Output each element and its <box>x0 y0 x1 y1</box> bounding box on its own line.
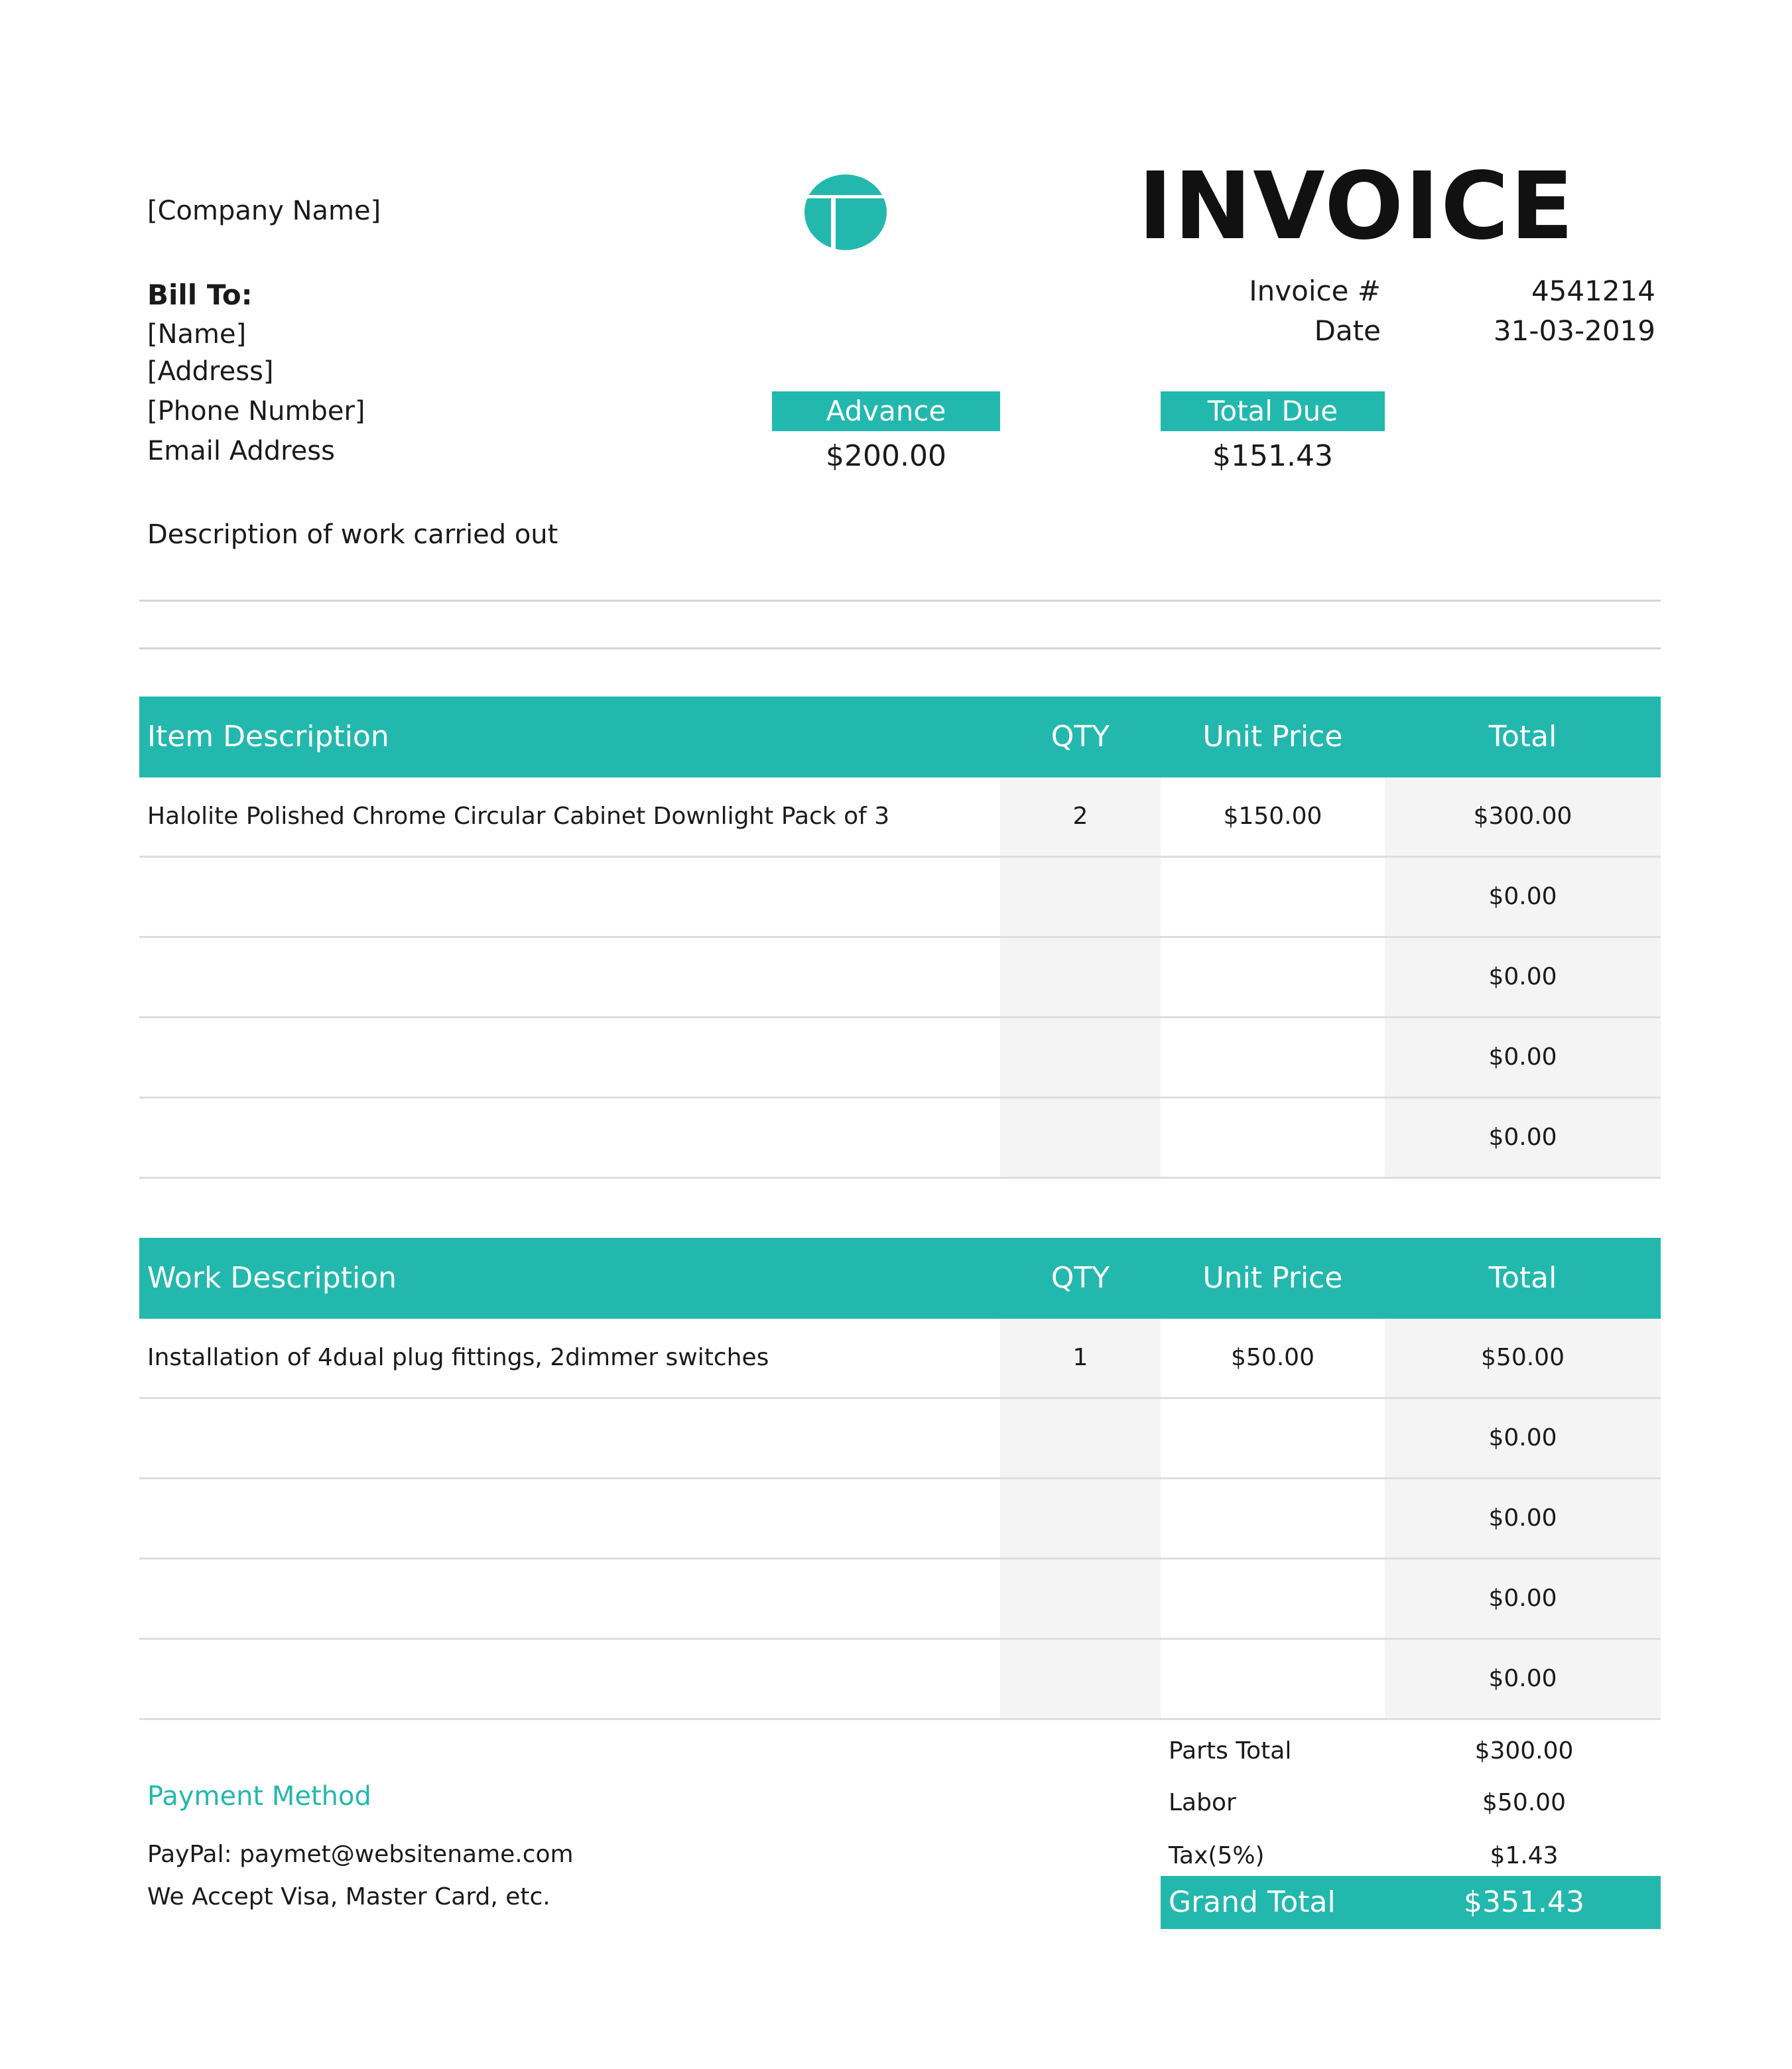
payment-method-title: Payment Method <box>147 1781 371 1812</box>
items-table-header <box>139 697 1661 777</box>
items-header-qty: QTY <box>1051 720 1110 754</box>
item-total: $0.00 <box>1385 858 1661 936</box>
work-table-header <box>139 1238 1661 1319</box>
item-unit-price[interactable] <box>1161 1099 1385 1177</box>
item-qty[interactable]: 2 <box>1000 777 1161 856</box>
work-unit-price[interactable]: $50.00 <box>1231 1344 1314 1371</box>
work-qty[interactable] <box>1000 1479 1161 1558</box>
description-line-1 <box>139 600 1661 602</box>
date-label: Date <box>1314 314 1381 347</box>
parts-total-label: Parts Total <box>1169 1737 1292 1765</box>
item-unit-price[interactable] <box>1161 1018 1385 1097</box>
date-value: 31-03-2019 <box>1493 314 1655 347</box>
table-row <box>139 1560 1661 1640</box>
bill-to-email: Email Address <box>147 436 335 466</box>
grand-total-label: Grand Total <box>1169 1885 1336 1919</box>
item-description[interactable] <box>147 1099 996 1177</box>
bill-to-phone: [Phone Number] <box>147 396 365 427</box>
work-header-description: Work Description <box>147 1261 397 1295</box>
work-description[interactable]: Installation of 4dual plug fittings, 2dimmer switches <box>147 1344 769 1371</box>
item-qty[interactable] <box>1000 858 1161 936</box>
labor-label: Labor <box>1169 1789 1236 1816</box>
item-unit-price[interactable] <box>1161 938 1385 1016</box>
grand-total-bar <box>1161 1876 1661 1929</box>
table-row <box>139 858 1661 938</box>
work-total: $50.00 <box>1385 1319 1661 1397</box>
company-logo-icon <box>804 174 887 251</box>
work-unit-price[interactable] <box>1161 1560 1385 1638</box>
table-row <box>139 1319 1661 1399</box>
item-total: $300.00 <box>1385 777 1661 856</box>
work-description[interactable] <box>147 1479 996 1558</box>
item-total: $0.00 <box>1385 938 1661 1016</box>
work-qty[interactable] <box>1000 1560 1161 1638</box>
item-description[interactable] <box>147 858 996 936</box>
work-total: $0.00 <box>1385 1560 1661 1638</box>
item-total: $0.00 <box>1385 1018 1661 1097</box>
advance-label: Advance <box>772 391 1000 431</box>
work-header-unit-price: Unit Price <box>1202 1261 1343 1295</box>
total-due-label: Total Due <box>1161 391 1385 431</box>
work-unit-price[interactable] <box>1161 1640 1385 1718</box>
parts-total-value: $300.00 <box>1474 1737 1574 1765</box>
item-description[interactable]: Halolite Polished Chrome Circular Cabinet Downlight Pack of 3 <box>147 803 890 830</box>
table-row <box>139 1099 1661 1179</box>
table-row <box>139 777 1661 858</box>
item-unit-price[interactable] <box>1161 858 1385 936</box>
work-unit-price[interactable] <box>1161 1399 1385 1477</box>
work-qty[interactable]: 1 <box>1000 1319 1161 1397</box>
invoice-number-value: 4541214 <box>1531 275 1655 307</box>
invoice-number-label: Invoice # <box>1249 275 1381 307</box>
work-description-label: Description of work carried out <box>147 519 558 550</box>
bill-to-name: [Name] <box>147 319 247 350</box>
description-line-2 <box>139 647 1661 649</box>
table-row <box>139 1399 1661 1479</box>
payment-accept: We Accept Visa, Master Card, etc. <box>147 1883 550 1910</box>
work-total: $0.00 <box>1385 1640 1661 1718</box>
table-row <box>139 938 1661 1018</box>
work-description[interactable] <box>147 1640 996 1718</box>
payment-paypal: PayPal: paymet@websitename.com <box>147 1841 574 1868</box>
items-header-description: Item Description <box>147 720 389 754</box>
work-description[interactable] <box>147 1399 996 1477</box>
item-description[interactable] <box>147 1018 996 1097</box>
work-header-qty: QTY <box>1051 1261 1110 1295</box>
bill-to-address: [Address] <box>147 356 274 387</box>
grand-total-value: $351.43 <box>1464 1885 1584 1919</box>
items-header-unit-price: Unit Price <box>1202 720 1343 754</box>
item-total: $0.00 <box>1385 1099 1661 1177</box>
work-total: $0.00 <box>1385 1479 1661 1558</box>
work-qty[interactable] <box>1000 1399 1161 1477</box>
item-qty[interactable] <box>1000 938 1161 1016</box>
total-due-value: $151.43 <box>1212 439 1333 473</box>
table-row <box>139 1640 1661 1720</box>
tax-label: Tax(5%) <box>1169 1842 1265 1869</box>
item-unit-price[interactable]: $150.00 <box>1223 803 1322 830</box>
work-total: $0.00 <box>1385 1399 1661 1477</box>
table-row <box>139 1018 1661 1099</box>
item-description[interactable] <box>147 938 996 1016</box>
work-unit-price[interactable] <box>1161 1479 1385 1558</box>
work-description[interactable] <box>147 1560 996 1638</box>
items-header-total: Total <box>1488 720 1557 754</box>
advance-value: $200.00 <box>826 439 946 473</box>
work-qty[interactable] <box>1000 1640 1161 1718</box>
table-row <box>139 1479 1661 1560</box>
invoice-title: INVOICE <box>1138 153 1575 261</box>
company-name: [Company Name] <box>147 196 381 226</box>
work-header-total: Total <box>1488 1261 1557 1295</box>
bill-to-heading: Bill To: <box>147 279 253 311</box>
tax-value: $1.43 <box>1490 1842 1559 1869</box>
item-qty[interactable] <box>1000 1099 1161 1177</box>
labor-value: $50.00 <box>1482 1789 1566 1816</box>
item-qty[interactable] <box>1000 1018 1161 1097</box>
